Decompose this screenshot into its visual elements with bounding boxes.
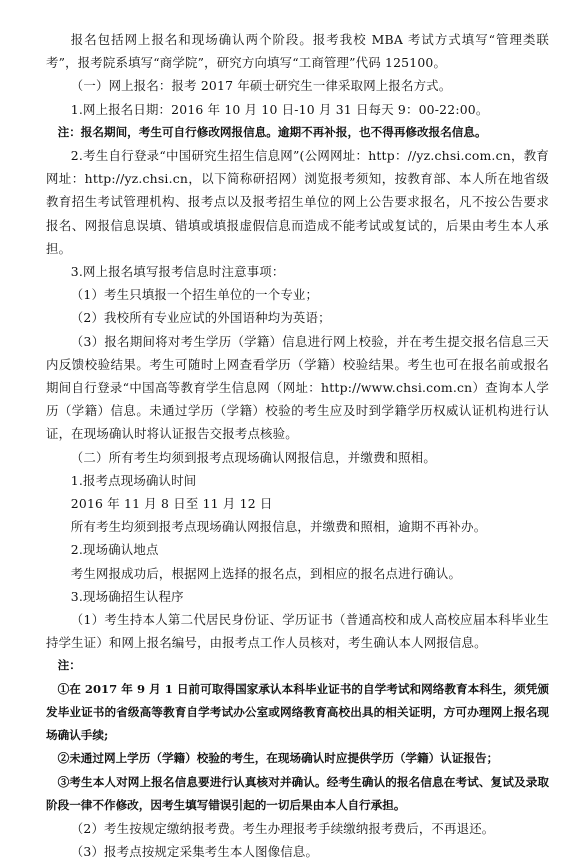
paragraph: （3）报名期间将对考生学历（学籍）信息进行网上校验，并在考生提交报名信息三天内反馈校验结果。考生可随时上网查看学历（学籍）校验结果。考生也可在报名前或报名期间自行登录“中国高等教育学生信息网（网址：http://www.chsi.com.cn）查询本人学历（学籍）信息。未通过学历（学籍）校验的考生应及时到学籍学历权威认证机构进行认证，在现场确认时将认证报告交报考点核验。 — [46, 333, 549, 442]
paragraph: 2.现场确认地点 — [70, 542, 159, 558]
paragraph: （2）考生按规定缴纳报考费。考生办理报考手续缴纳报考费后，不再退还。 — [70, 820, 495, 836]
paragraph: （2）我校所有专业应试的外国语种均为英语； — [70, 310, 331, 326]
paragraph: （3）报考点按规定采集考生本人图像信息。 — [70, 844, 319, 860]
paragraph: 1.报考点现场确认时间 — [70, 472, 197, 488]
paragraph: 3.现场确招生认程序 — [70, 588, 184, 604]
paragraph: 2.考生自行登录“中国研究生招生信息网”(公网网址：http：//yz.chsi.com.cn，教育网址：http://yz.chsi.cn，以下简称研招网）浏览报考须知，按教育部、本人所在地省级教育招生考试管理机构、报考点以及报考招生单位的网上公告要求报名，凡不按公告要求报名、网报信息误填、错填或填报虚假信息而造成不能考试或复试的，后果由考生本人承担。 — [46, 148, 549, 256]
note-paragraph: ①在 2017 年 9 月 1 日前可取得国家承认本科毕业证书的自学考试和网络教育本科生，须凭颁发毕业证书的省级高等教育自学考试办公室或网络教育高校出具的相关证明，方可办理网上报名现场确认手续; — [46, 681, 549, 743]
paragraph: 3.网上报名填写报考信息时注意事项： — [70, 264, 285, 280]
paragraph: （一）网上报名：报考 2017 年硕士研究生一律采取网上报名方式。 — [70, 78, 452, 94]
note-paragraph: ③考生本人对网上报名信息要进行认真核对并确认。经考生确认的报名信息在考试、复试及录取阶段一律不作修改，因考生填写错误引起的一切后果由本人自行承担。 — [46, 774, 549, 812]
paragraph: （1）考生持本人第二代居民身份证、学历证书（普通高校和成人高校应届本科毕业生持学生证）和网上报名编号，由报考点工作人员核对，考生确认本人网报信息。 — [46, 612, 549, 651]
paragraph: 报名包括网上报名和现场确认两个阶段。报考我校 MBA 考试方式填写“管理类联考”，报考院系填写“商学院”，研究方向填写“工商管理”代码 125100。 — [46, 32, 549, 71]
paragraph: 所有考生均须到报考点现场确认网报信息，并缴费和照相，逾期不再补办。 — [70, 519, 487, 535]
paragraph: 考生网报成功后，根据网上选择的报名点，到相应的报名点进行确认。 — [70, 565, 462, 581]
paragraph: （1）考生只填报一个招生单位的一个专业； — [70, 287, 319, 303]
note-label: 注： — [57, 658, 81, 673]
note-paragraph: 注：报名期间，考生可自行修改网报信息。逾期不再补报，也不得再修改报名信息。 — [57, 124, 487, 139]
paragraph: （二）所有考生均须到报考点现场确认网报信息，并缴费和照相。 — [70, 449, 436, 465]
paragraph: 1.网上报名日期：2016 年 10 月 10 日-10 月 31 日每天 9：00-22:00。 — [70, 101, 489, 117]
paragraph: 2016 年 11 月 8 日至 11 月 12 日 — [70, 496, 273, 512]
note-paragraph: ②未通过网上学历（学籍）校验的考生，在现场确认时应提供学历（学籍）认证报告； — [57, 751, 499, 766]
